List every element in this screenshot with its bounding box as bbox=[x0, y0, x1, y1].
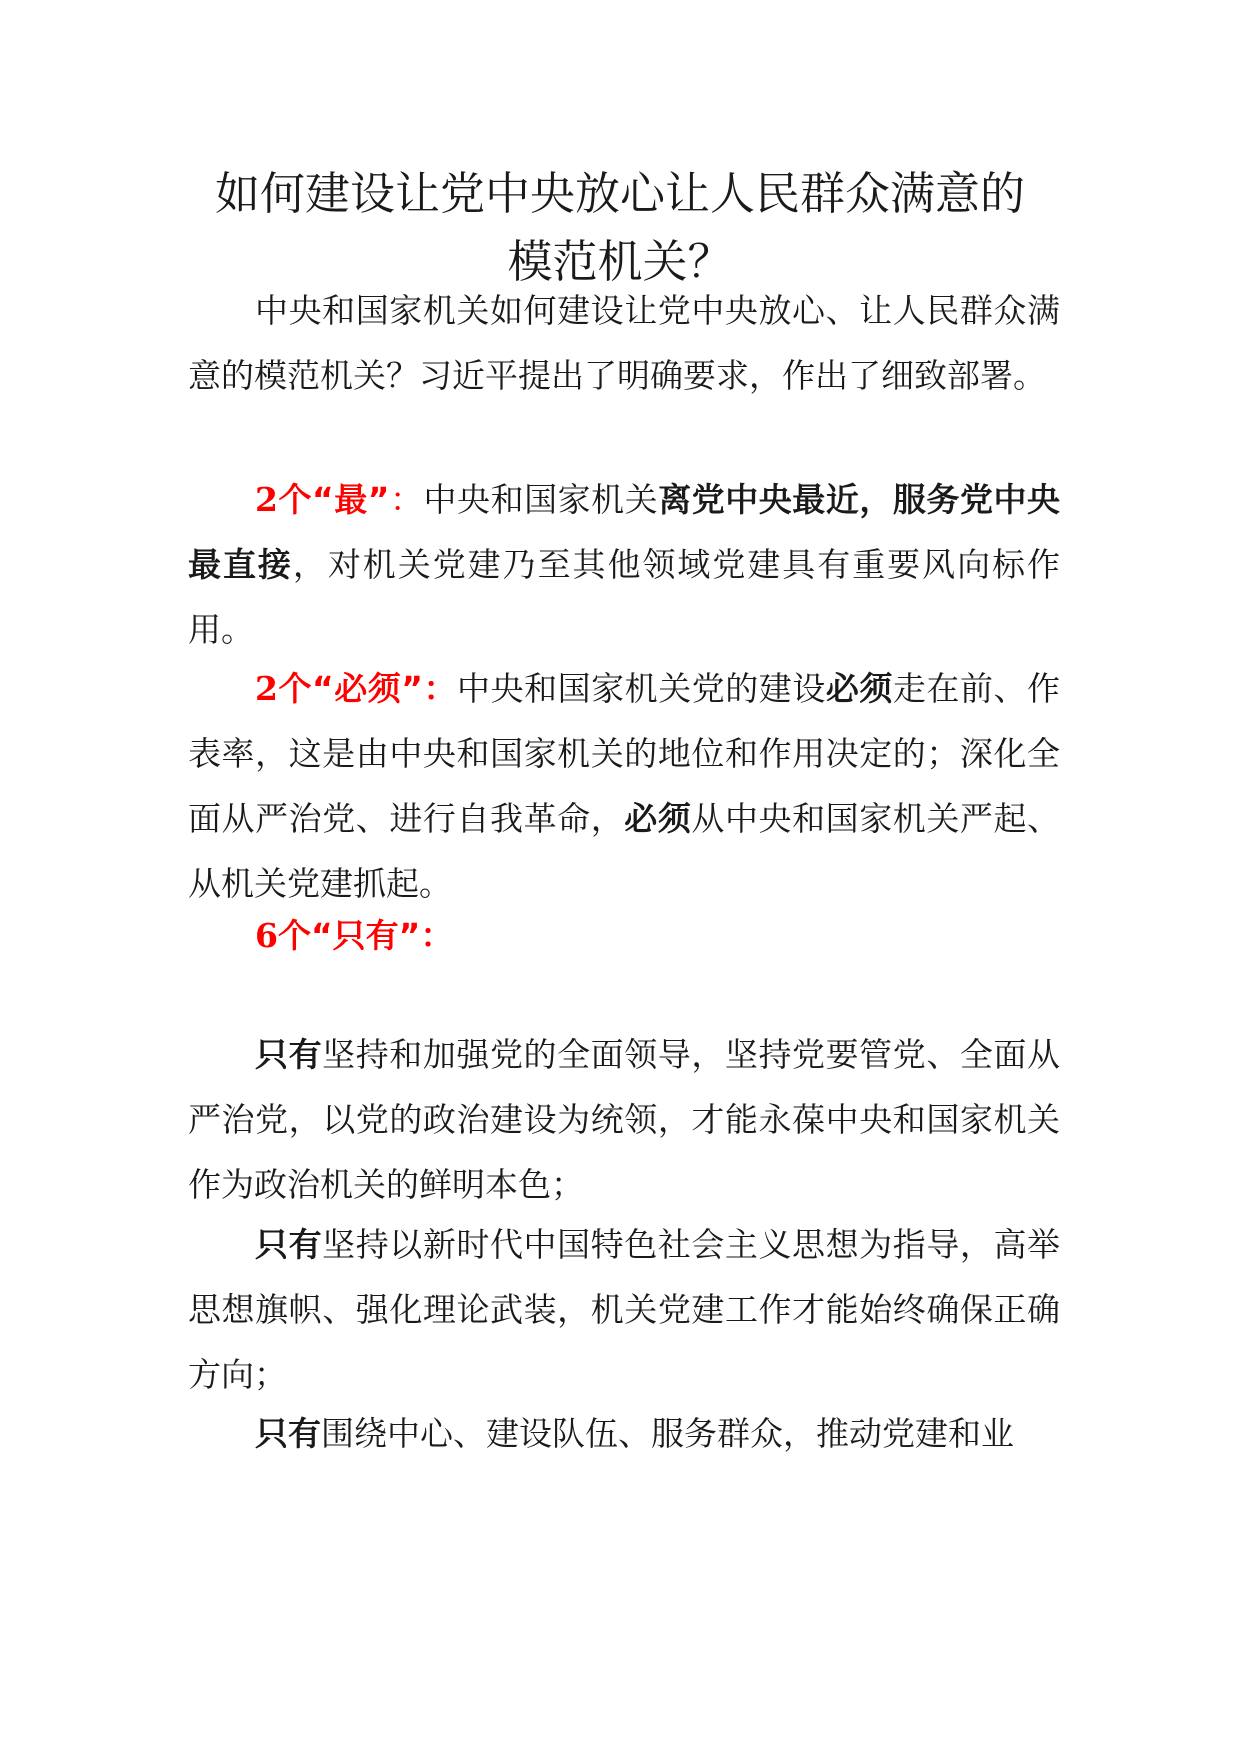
document-title bbox=[150, 160, 1090, 296]
section-zui-heading bbox=[255, 480, 389, 519]
section-bixu-heading bbox=[255, 669, 457, 708]
section-bixu-text-3: 从中央和国家机关严起、从机关党建抓起。 bbox=[188, 799, 1061, 903]
section-zui-paragraph bbox=[188, 467, 1060, 662]
section-zui-text-1: 中央和国家机关 bbox=[423, 480, 659, 519]
title-line-1: 如何建设让党中央放心让人民群众满意的 bbox=[214, 167, 1025, 220]
section-zhiyou-heading-text: 个“只有”： bbox=[277, 916, 454, 955]
title-line-2: 模范机关？ bbox=[507, 235, 733, 288]
section-zui-colon: ： bbox=[389, 480, 424, 519]
section-bixu-bold-2: 必须 bbox=[624, 799, 692, 838]
section-zui-bold: 离党中央最近，服务党中央最直接 bbox=[188, 480, 1060, 584]
section-zhiyou-heading-paragraph bbox=[188, 903, 1060, 968]
zhiyou-item-1-text: 坚持和加强党的全面领导，坚持党要管党、全面从严治党，以党的政治建设为统领，才能永葆中央和国家机关作为政治机关的鲜明本色； bbox=[188, 1035, 1061, 1204]
zhiyou-item-3 bbox=[188, 1401, 1060, 1466]
section-zhiyou-heading bbox=[255, 916, 453, 955]
section-zhiyou-heading-number: 6 bbox=[255, 916, 278, 955]
section-bixu-heading-number: 2 bbox=[255, 669, 278, 708]
zhiyou-item-3-bold: 只有 bbox=[255, 1414, 321, 1453]
zhiyou-item-1 bbox=[188, 1022, 1060, 1217]
section-zui-text-2: ，对机关党建乃至其他领域党建具有重要风向标作用。 bbox=[188, 545, 1060, 649]
section-bixu-bold-1: 必须 bbox=[825, 669, 893, 708]
zhiyou-item-3-text: 围绕中心、建设队伍、服务群众，推动党建和业 bbox=[321, 1414, 1014, 1453]
section-bixu-heading-text: 个“必须”： bbox=[277, 669, 458, 708]
zhiyou-item-1-bold: 只有 bbox=[255, 1035, 323, 1074]
zhiyou-item-2-bold: 只有 bbox=[255, 1225, 323, 1264]
section-bixu-paragraph bbox=[188, 656, 1060, 916]
zhiyou-item-2-text: 坚持以新时代中国特色社会主义思想为指导，高举思想旗帜、强化理论武装，机关党建工作才能始终确保正确方向； bbox=[188, 1225, 1061, 1394]
section-bixu-text-1: 中央和国家机关党的建设 bbox=[457, 669, 826, 708]
section-bixu-text-2: 走在前、作表率，这是由中央和国家机关的地位和作用决定的；深化全面从严治党、进行自我革命， bbox=[188, 669, 1061, 838]
section-zui-heading-number: 2 bbox=[255, 480, 278, 519]
section-zui-heading-text: 个“最” bbox=[277, 480, 390, 519]
intro-paragraph: 中央和国家机关如何建设让党中央放心、让人民群众满意的模范机关？习近平提出了明确要求，作出了细致部署。 bbox=[188, 291, 1060, 395]
zhiyou-item-2 bbox=[188, 1212, 1060, 1407]
